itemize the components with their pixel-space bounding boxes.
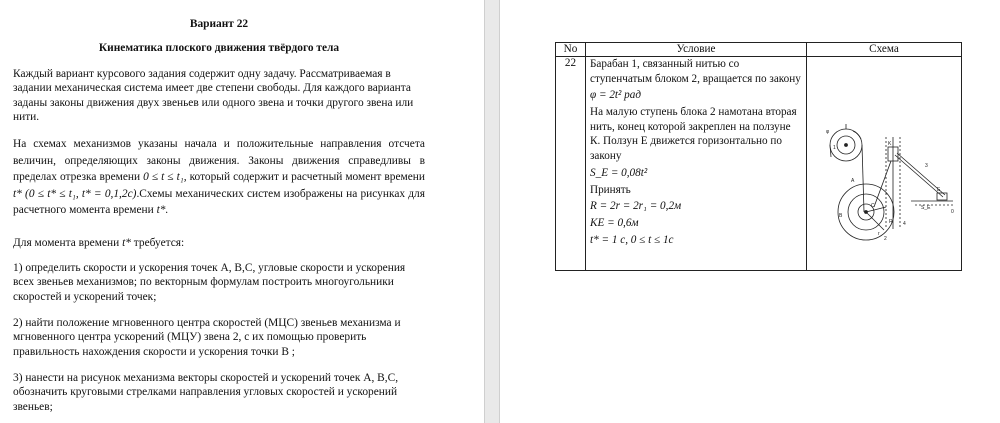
condition-cell [586, 57, 807, 271]
mechanism-scheme [811, 57, 957, 267]
label-se: S_E [921, 205, 931, 211]
paragraph-requirement [13, 236, 425, 250]
header-no: No [556, 43, 586, 57]
label-b: B [839, 213, 843, 219]
label-zero: 0 [951, 209, 954, 215]
formula-interval: 0 ≤ t ≤ t₁, [143, 171, 187, 183]
table-row [556, 57, 962, 271]
label-c: C [871, 203, 875, 209]
label-4: 4 [903, 221, 906, 227]
label-phi: φ [826, 129, 830, 135]
paragraph-schemes [13, 136, 425, 219]
header-scheme: Схема [807, 43, 962, 57]
thread-1 [862, 145, 864, 212]
formula-time: t* (0 ≤ t* ≤ t₁, t* = 0,1,2c) [13, 187, 137, 200]
text-span: Для момента времени [13, 237, 120, 249]
text-span: На схемах механизмов указаны начала и положительные направления отсчета величин, определяющих законы движения. Законы движения справедливы в пределах отрезка времени [13, 138, 425, 183]
text-span: требуется: [133, 237, 185, 249]
task-item-1: 1) определить скорости и ускорения точек А, В,С, угловые скорости и ускорения всех звеньев механизмов; по векторным формулам построить многоугольники скоростей и ускорений точек; [13, 262, 406, 303]
label-R: R [889, 219, 893, 225]
task-item-2: 2) найти положение мгновенного центра скоростей (МЦС) звеньев механизма и мгновенного центра ускорений (МЦУ) звена 2, с их помощью проверить правильность нахождения скорости и ускорения точки В ; [13, 317, 401, 358]
label-3: 3 [925, 163, 928, 169]
label-k: K [888, 141, 892, 147]
page-edge [484, 0, 485, 423]
row-number: 22 [556, 57, 586, 271]
formula-ke: KE = 0,6м [590, 217, 639, 230]
formula-time: t* = 1 c, 0 ≤ t ≤ 1c [590, 234, 674, 247]
header-condition: Условие [586, 43, 807, 57]
label-r: r [878, 231, 880, 237]
task-item-3: 3) нанести на рисунок механизма векторы скоростей и ускорений точек А, В,С, обозначить круговыми стрелками направления угловых скоростей и ускорений звеньев; [13, 372, 399, 413]
document-page-right [500, 0, 1000, 423]
condition-text-3: Принять [590, 183, 631, 196]
formula-tstar: t*. [156, 204, 169, 216]
scheme-cell [807, 57, 962, 271]
label-e: E [937, 187, 941, 193]
text-span: который содержит и расчетный момент времени [189, 171, 425, 183]
formula-tstar: t* [122, 237, 131, 249]
document-page-left [0, 0, 484, 423]
formula-radii: R = 2r = 2r₁ = 0,2м [590, 200, 682, 213]
label-a: A [851, 178, 855, 184]
condition-text-2: На малую ступень блока 2 намотана вторая нить, конец которой закреплен на ползуне К. Ползун Е движется горизонтально по закону [590, 106, 797, 162]
table-header-row [556, 43, 962, 57]
condition-text-1: Барабан 1, связанный нитью со ступенчатым блоком 2, вращается по закону [590, 58, 801, 85]
condition-table [555, 42, 962, 271]
formula-phi: φ = 2t² рад [590, 89, 642, 102]
label-2: 2 [884, 236, 887, 242]
formula-se: S_E = 0,08t² [590, 166, 648, 179]
paragraph-intro: Каждый вариант курсового задания содержит одну задачу. Рассматриваемая в задании механическая система имеет две степени свободы. Для каждого варианта заданы законы движения двух звеньев или одного звена и точки другого звена или нити. [13, 68, 414, 124]
text-span: .Схемы механических систем изображены на рисунках для расчетного момента времени [13, 187, 425, 216]
label-1: 1 [833, 145, 836, 151]
section-title: Кинематика плоского движения твёрдого тела [98, 42, 340, 54]
variant-title: Вариант 22 [189, 18, 249, 30]
rod-ke [895, 155, 943, 197]
